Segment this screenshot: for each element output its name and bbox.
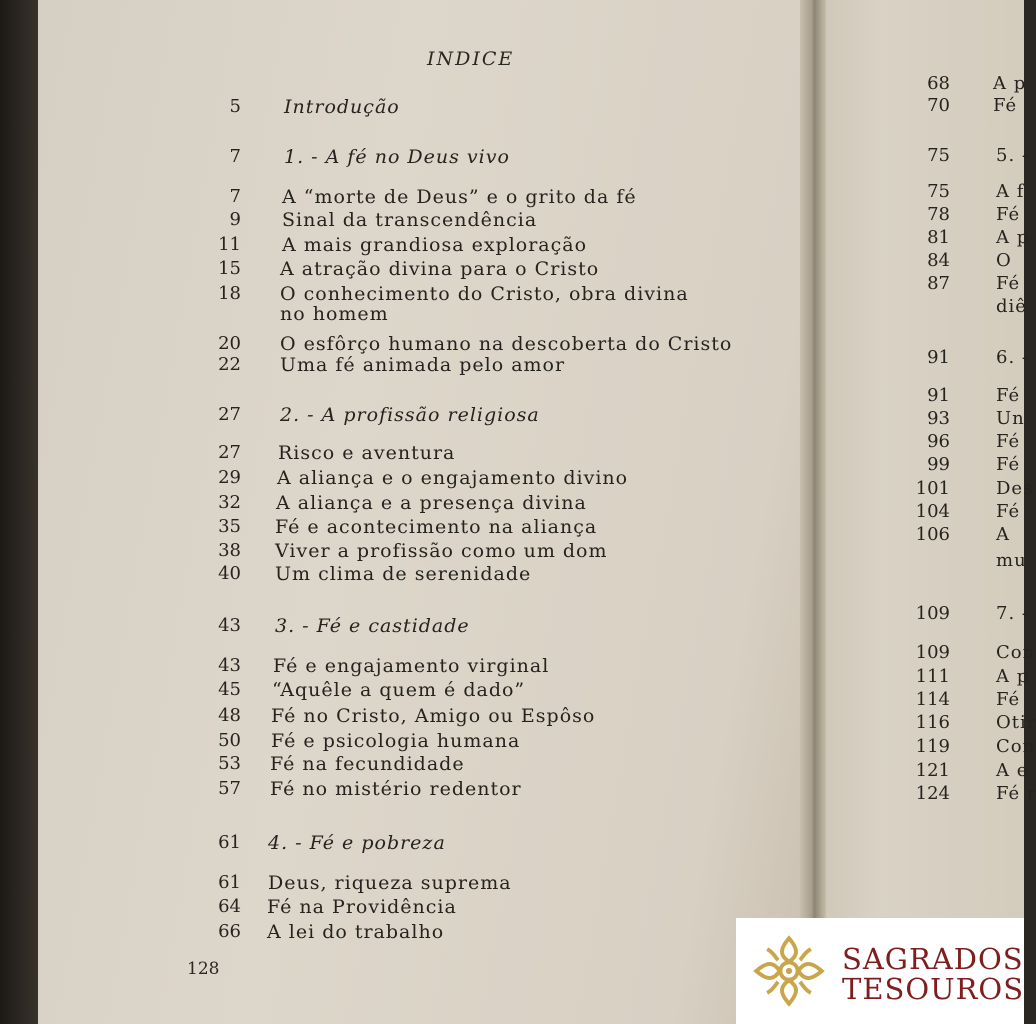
toc-entry: Con [996, 736, 1036, 757]
toc-chapter-heading: Introdução [284, 96, 400, 118]
toc-entry: Un [996, 408, 1025, 429]
toc-entry: A [996, 524, 1010, 545]
toc-entry: A p [993, 73, 1027, 94]
toc-entry: no homem [280, 303, 389, 325]
toc-page-number: 5 [229, 96, 241, 117]
toc-page-number: 106 [915, 524, 950, 545]
toc-chapter-heading: 1. - A fé no Deus vivo [284, 146, 510, 168]
toc-entry: Um clima de serenidade [275, 563, 532, 585]
toc-chapter-heading: 4. - Fé e pobreza [268, 832, 446, 854]
page-number: 128 [187, 959, 220, 979]
toc-entry: O [996, 250, 1012, 271]
toc-page-number: 84 [927, 250, 950, 271]
toc-page-number: 43 [218, 615, 241, 636]
toc-entry: A lei do trabalho [267, 921, 445, 943]
toc-page-number: 104 [915, 501, 950, 522]
toc-page-number: 78 [927, 204, 950, 225]
toc-entry: A mais grandiosa exploração [282, 234, 588, 256]
toc-page-number: 66 [218, 921, 241, 942]
toc-page-number: 35 [218, 516, 241, 537]
toc-page-number: 64 [218, 896, 241, 917]
toc-entry: Sinal da transcendência [282, 209, 538, 231]
toc-entry: Fé [996, 501, 1021, 522]
toc-page-number: 32 [218, 492, 241, 513]
toc-page-number: 11 [218, 234, 241, 255]
toc-entry: Fé [996, 385, 1021, 406]
toc-page-number: 109 [915, 603, 950, 624]
book-gutter [800, 0, 826, 1024]
toc-entry: Fé e acontecimento na aliança [275, 516, 598, 538]
toc-chapter-heading: 2. - A profissão religiosa [280, 404, 540, 426]
toc-page-number: 57 [218, 778, 241, 799]
toc-page-number: 114 [915, 689, 950, 710]
toc-page-number: 27 [218, 442, 241, 463]
toc-entry: A e [996, 760, 1029, 781]
toc-entry: A f [996, 181, 1025, 202]
toc-page-number: 96 [927, 431, 950, 452]
toc-page-number: 61 [218, 832, 241, 853]
toc-entry: Fé [996, 273, 1021, 294]
toc-entry: Deus, riqueza suprema [268, 872, 512, 894]
page-title: INDICE [427, 48, 515, 70]
toc-page-number: 116 [915, 712, 950, 733]
brand-line-1: SAGRADOS [842, 942, 1024, 976]
toc-page-number: 121 [915, 760, 950, 781]
toc-page-number: 27 [218, 404, 241, 425]
toc-entry: Fé r [996, 783, 1036, 804]
toc-page-number: 91 [927, 385, 950, 406]
toc-entry: 5. - [996, 145, 1029, 166]
toc-page-number: 22 [218, 354, 241, 375]
toc-page-number: 15 [218, 258, 241, 279]
toc-page-number: 75 [927, 145, 950, 166]
toc-page-number: 70 [927, 95, 950, 116]
toc-entry: Con [996, 642, 1036, 663]
toc-entry: A p [996, 227, 1030, 248]
toc-page-number: 124 [915, 783, 950, 804]
toc-entry: Uma fé animada pelo amor [280, 354, 566, 376]
toc-page-number: 40 [218, 563, 241, 584]
toc-page-number: 45 [218, 679, 241, 700]
toc-page-number: 119 [915, 736, 950, 757]
toc-entry: Fé no mistério redentor [270, 778, 522, 800]
ornament-icon [750, 932, 828, 1010]
toc-entry: Fé no Cristo, Amigo ou Espôso [271, 705, 596, 727]
toc-entry: Fé na fecundidade [270, 753, 465, 775]
toc-page-number: 18 [218, 283, 241, 304]
toc-page-number: 61 [218, 872, 241, 893]
toc-page-number: 93 [927, 408, 950, 429]
toc-page-number: 91 [927, 347, 950, 368]
toc-entry: Viver a profissão como um dom [275, 540, 608, 562]
background-edge [0, 0, 40, 1024]
toc-page-number: 48 [218, 705, 241, 726]
toc-entry: Risco e aventura [278, 442, 456, 464]
toc-page-number: 111 [915, 666, 950, 687]
toc-page-number: 53 [218, 753, 241, 774]
toc-entry: A atração divina para o Cristo [280, 258, 600, 280]
toc-chapter-heading: 3. - Fé e castidade [275, 615, 470, 637]
toc-entry: Fé [993, 95, 1018, 116]
toc-entry: Fé [996, 454, 1021, 475]
toc-page-number: 7 [229, 186, 241, 207]
toc-page-number: 38 [218, 540, 241, 561]
toc-entry: O conhecimento do Cristo, obra divina [280, 283, 689, 305]
watermark-logo [736, 918, 1024, 1024]
toc-entry: mu [996, 550, 1027, 571]
toc-page-number: 29 [218, 467, 241, 488]
toc-entry: A aliança e a presença divina [276, 492, 587, 514]
toc-entry: Fé [996, 431, 1021, 452]
toc-page-number: 75 [927, 181, 950, 202]
toc-page-number: 68 [927, 73, 950, 94]
toc-entry: A “morte de Deus” e o grito da fé [282, 186, 637, 208]
toc-entry: diê [996, 296, 1027, 317]
toc-entry: Fé [996, 689, 1021, 710]
toc-page-number: 109 [915, 642, 950, 663]
brand-line-2: TESOUROS [842, 972, 1025, 1006]
toc-entry: Otir [996, 712, 1036, 733]
toc-entry: Fé e engajamento virginal [273, 655, 550, 677]
toc-page-number: 99 [927, 454, 950, 475]
toc-page-number: 101 [915, 478, 950, 499]
toc-page-number: 81 [927, 227, 950, 248]
toc-entry: A p [996, 666, 1030, 687]
toc-entry: A aliança e o engajamento divino [277, 467, 629, 489]
toc-entry: Fé [996, 204, 1021, 225]
toc-page-number: 43 [218, 655, 241, 676]
toc-page-number: 50 [218, 730, 241, 751]
toc-entry: O esfôrço humano na descoberta do Cristo [280, 333, 733, 355]
toc-entry: Des [996, 478, 1034, 499]
toc-entry: 6. - [996, 347, 1029, 368]
toc-entry: “Aquêle a quem é dado” [272, 679, 526, 701]
toc-page-number: 9 [229, 209, 241, 230]
toc-entry: 7. - [996, 603, 1029, 624]
toc-page-number: 87 [927, 273, 950, 294]
toc-page-number: 7 [229, 146, 241, 167]
toc-page-number: 20 [218, 333, 241, 354]
toc-entry: Fé e psicologia humana [271, 730, 521, 752]
toc-entry: Fé na Providência [267, 896, 457, 918]
